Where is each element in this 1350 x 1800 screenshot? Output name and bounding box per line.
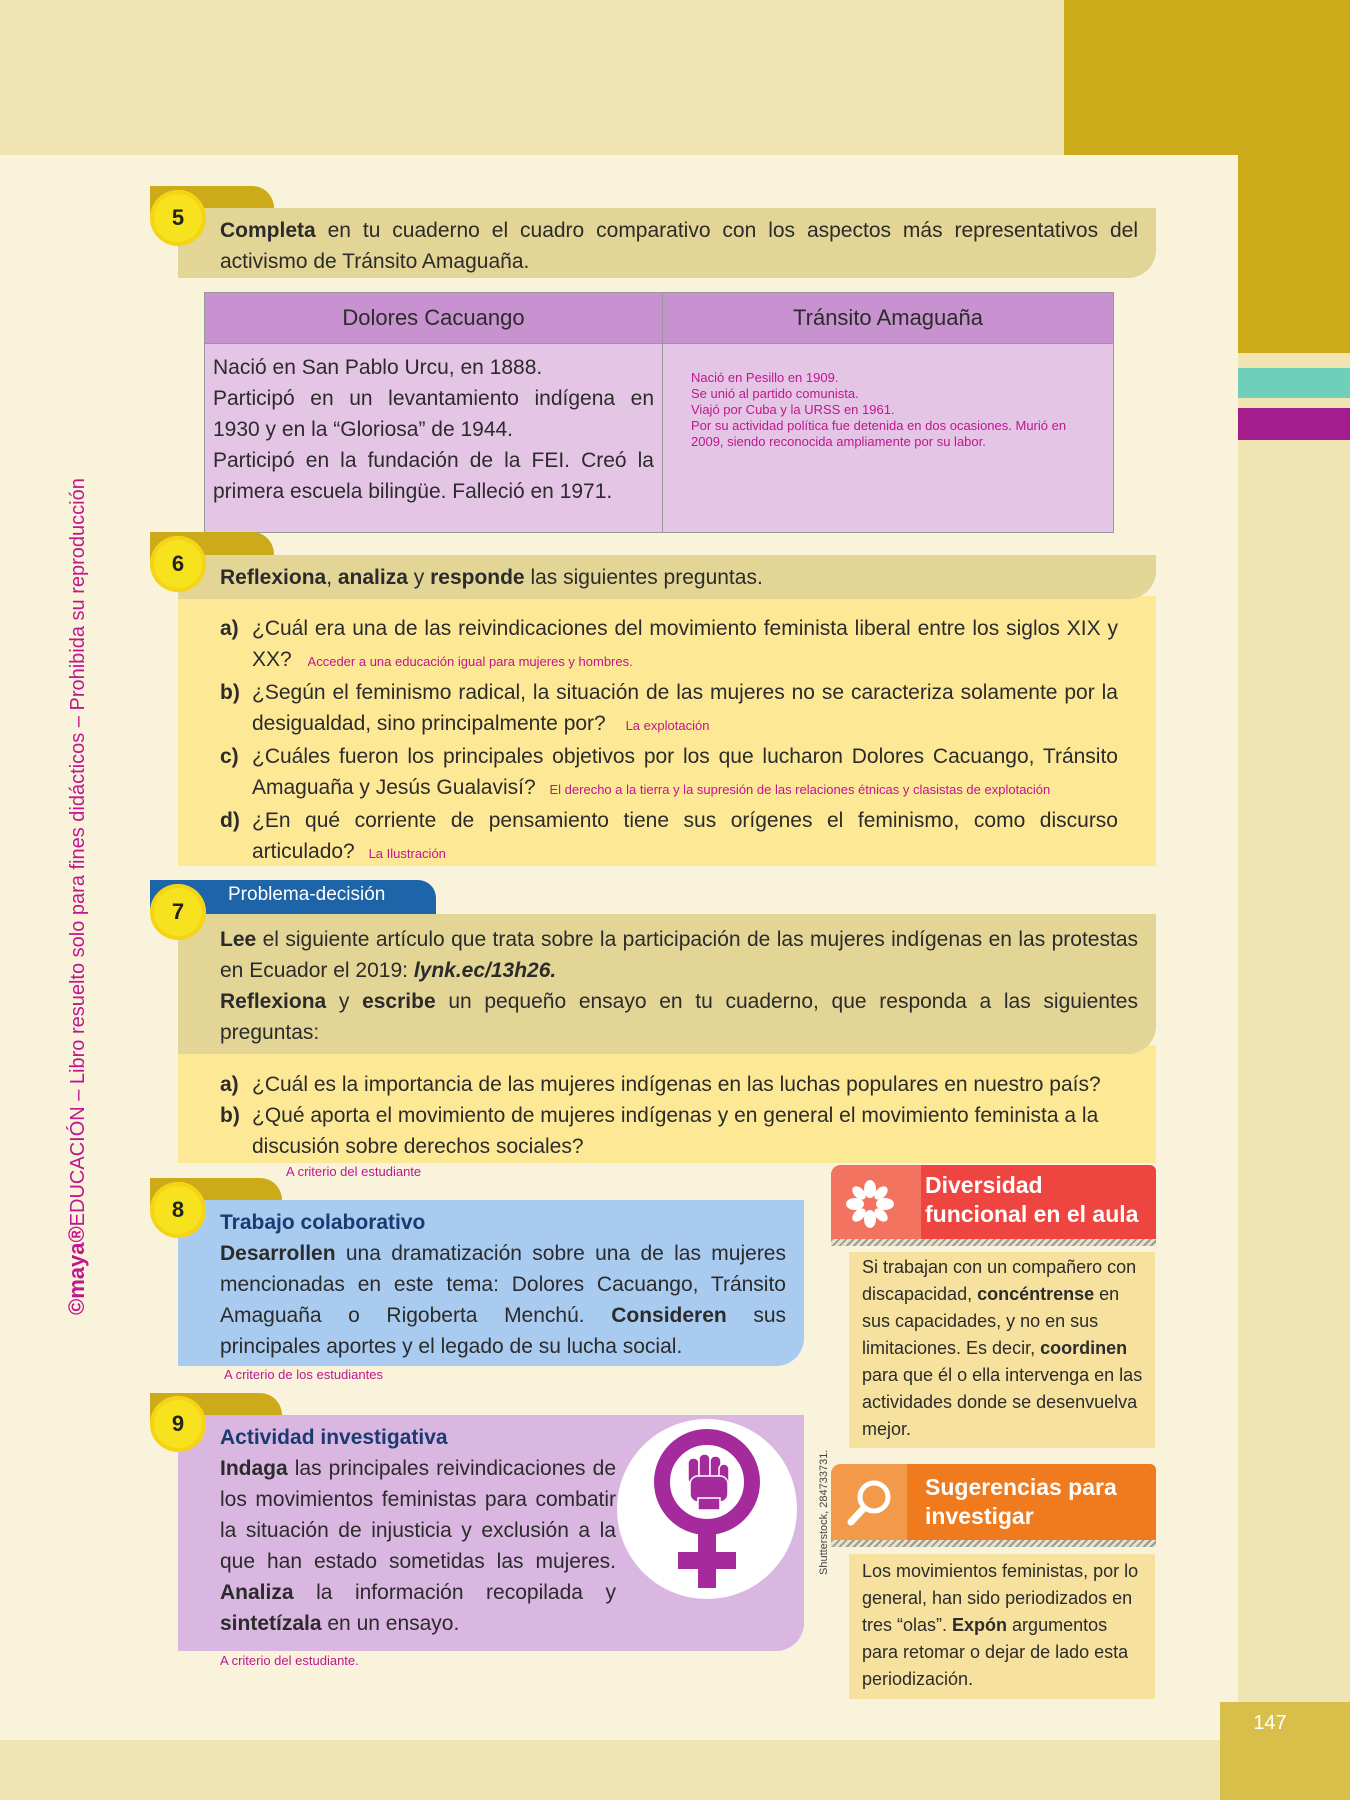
verb-lee: Lee (220, 928, 257, 951)
image-credit: Shutterstock, 284733731. (818, 1449, 830, 1575)
verb-desarrollen: Desarrollen (220, 1242, 336, 1265)
dolores-line: Nació en San Pablo Urcu, en 1888. (213, 356, 543, 379)
top-band (0, 0, 1064, 155)
text-part: sus principales aportes y el legado de su lucha social. (220, 1304, 786, 1358)
verb-analiza: analiza (337, 566, 408, 589)
activity-9-title: Actividad investigativa (220, 1426, 448, 1449)
question-text: ¿Qué aporta el movimiento de mujeres indígenas y en general el movimiento feminista a la discusión sobre derechos sociales? (252, 1104, 1099, 1158)
verb-reflexiona: Reflexiona (220, 566, 327, 589)
question-text: ¿En qué corriente de pensamiento tiene sus orígenes el feminismo, como discurso articulado? (252, 809, 1118, 863)
dolores-line: Participó en la fundación de la FEI. Creó la primera escuela bilingüe. Falleció en 1971. (213, 449, 654, 503)
title-line: Diversidad (925, 1172, 1043, 1198)
article-link[interactable]: lynk.ec/13h26. (413, 959, 557, 982)
verb-reflexiona: Reflexiona (220, 990, 327, 1013)
brand-logo-text: ©maya® (64, 1226, 89, 1315)
verb-expon: Expón (952, 1615, 1008, 1635)
activity-7-questions (220, 1069, 1138, 1162)
activity-6-number: 6 (150, 536, 206, 592)
verb-consideren: Consideren (611, 1304, 727, 1327)
activity-8-answer: A criterio de los estudiantes (224, 1367, 383, 1382)
activity-7-instruction (220, 924, 1138, 1048)
sugerencias-title (925, 1473, 1117, 1531)
verb-responde: responde (430, 566, 525, 589)
activity-5-verb: Completa (220, 219, 316, 242)
table-cell-transito (663, 344, 1114, 533)
page-number: 147 (1253, 1712, 1287, 1734)
title-line: investigar (925, 1503, 1034, 1529)
instruction-tail: un pequeño ensayo en tu cuaderno, que responda a las siguientes preguntas: (220, 990, 1138, 1044)
question-a (220, 1069, 1138, 1100)
question-letter: b) (220, 1104, 240, 1127)
text-part: en sus capacidades, y no en sus limitaciones. Es decir, (862, 1284, 1120, 1358)
text-part: una dramatización sobre una de las mujeres mencionadas en este tema: Dolores Cacuango, Tránsito Amaguaña o Rigoberta Menchú. (220, 1242, 786, 1327)
activity-5-number: 5 (150, 190, 206, 246)
comparison-table (204, 292, 1114, 533)
activity-5-text: en tu cuaderno el cuadro comparativo con los aspectos más representativos del activismo de Tránsito Amaguaña. (220, 219, 1138, 273)
table-cell-dolores (205, 344, 663, 533)
teal-tab-decoration (1238, 368, 1350, 398)
verb-coordinen: coordinen (1040, 1338, 1128, 1358)
instruction-text: el siguiente artículo que trata sobre la participación de las mujeres indígenas en las protestas en Ecuador el 2019: (220, 928, 1138, 982)
activity-8-title: Trabajo colaborativo (220, 1211, 426, 1234)
flower-icon (846, 1180, 894, 1228)
activity-9-text (220, 1453, 616, 1639)
diversidad-text (862, 1254, 1146, 1443)
separator: y (326, 990, 363, 1013)
question-text: ¿Cuáles fueron los principales objetivos por los que lucharon Dolores Cacuango, Tránsito Amaguaña y Jesús Gualavisí? (252, 745, 1118, 799)
transito-answer-line: Por su actividad política fue detenida en dos ocasiones. Murió en 2009, siendo reconocida ampliamente por su labor. (691, 418, 1067, 449)
right-strip (1238, 440, 1350, 1800)
question-answer: La explotación (625, 718, 710, 733)
question-answer: Acceder a una educación igual para mujeres y hombres. (307, 654, 633, 669)
gold-corner-decoration (1064, 0, 1350, 155)
question-letter: a) (220, 617, 239, 640)
copyright-side-text (64, 478, 90, 1315)
question-letter: c) (220, 745, 239, 768)
activity-8-content (220, 1208, 786, 1362)
verb-escribe: escribe (362, 990, 436, 1013)
diversidad-title (925, 1171, 1138, 1229)
title-line: Sugerencias para (925, 1474, 1117, 1500)
verb-concentrense: concéntrense (977, 1284, 1095, 1304)
problema-decision-label: Problema-decisión (228, 884, 386, 905)
transito-answer-line: Viajó por Cuba y la URSS en 1961. (691, 402, 895, 417)
sugerencias-text (862, 1558, 1146, 1693)
activity-8-text (220, 1238, 786, 1362)
question-c (220, 741, 1118, 805)
question-answer: El derecho a la tierra y la supresión de las relaciones étnicas y clasistas de explotación (549, 782, 1051, 797)
question-text: ¿Cuál es la importancia de las mujeres indígenas en las luchas populares en nuestro país? (252, 1073, 1101, 1096)
question-a (220, 613, 1118, 677)
activity-7-answer: A criterio del estudiante (286, 1164, 422, 1179)
bottom-band (0, 1740, 1350, 1800)
text-part: para que él o ella intervenga en las actividades donde se desenvuelva mejor. (862, 1365, 1143, 1439)
activity-5-instruction (220, 215, 1138, 277)
copyright-notice: EDUCACIÓN – Libro resuelto solo para fines didácticos – Prohibida su reproducción (67, 478, 89, 1227)
instruction-tail: las siguientes preguntas. (524, 566, 763, 589)
question-letter: a) (220, 1073, 239, 1096)
magnifier-icon (846, 1477, 894, 1527)
activity-6-instruction (220, 562, 1120, 593)
activity-6-questions (220, 613, 1118, 869)
title-line: funcional en el aula (925, 1201, 1139, 1227)
transito-answer-line: Nació en Pesillo en 1909. (691, 370, 839, 385)
diversidad-stripe (831, 1239, 1156, 1246)
table-header-dolores: Dolores Cacuango (205, 293, 663, 344)
table-header-transito: Tránsito Amaguaña (663, 293, 1114, 344)
verb-sintetizala: sintetízala (220, 1612, 322, 1635)
activity-9-content (220, 1423, 616, 1639)
activity-8-number: 8 (150, 1182, 206, 1238)
text-part: Los movimientos feministas, por lo general, han sido periodizados en tres “olas”. (862, 1561, 1139, 1635)
transito-answer-line: Se unió al partido comunista. (691, 386, 859, 401)
question-text: ¿Cuál era una de las reivindicaciones del movimiento feminista liberal entre los siglos XIX y XX? (252, 617, 1118, 671)
dolores-line: Participó en un levantamiento indígena en 1930 y en la “Gloriosa” de 1944. (213, 387, 654, 441)
question-letter: d) (220, 809, 240, 832)
question-b (220, 677, 1118, 741)
activity-7-number: 7 (150, 884, 206, 940)
activity-9-answer: A criterio del estudiante. (220, 1653, 359, 1668)
activity-9-number: 9 (150, 1396, 206, 1452)
text-part: en un ensayo. (321, 1612, 460, 1635)
verb-analiza: Analiza (220, 1581, 294, 1604)
separator: y (407, 566, 431, 589)
text-part: las principales reivindicaciones de los movimientos feministas para combatir la situación de injusticia y exclusión a la que han estado sometidas las mujeres. (220, 1457, 616, 1573)
question-d (220, 805, 1118, 869)
text-part: la información recopilada y (293, 1581, 616, 1604)
separator: , (326, 566, 338, 589)
text-part: argumentos para retomar o dejar de lado esta periodización. (862, 1615, 1129, 1689)
question-b (220, 1100, 1138, 1162)
gold-right-decoration (1238, 155, 1350, 353)
sugerencias-stripe (831, 1540, 1156, 1547)
feminist-symbol-icon (616, 1418, 798, 1600)
question-letter: b) (220, 681, 240, 704)
question-answer: La Ilustración (368, 846, 446, 861)
verb-indaga: Indaga (220, 1457, 288, 1480)
comparison-table-wrapper (204, 292, 1114, 533)
question-text: ¿Según el feminismo radical, la situación de las mujeres no se caracteriza solamente por la desigualdad, sino principalmente por? (252, 681, 1118, 735)
magenta-tab-decoration (1238, 408, 1350, 440)
text-part: Si trabajan con un compañero con discapacidad, (862, 1257, 1137, 1304)
